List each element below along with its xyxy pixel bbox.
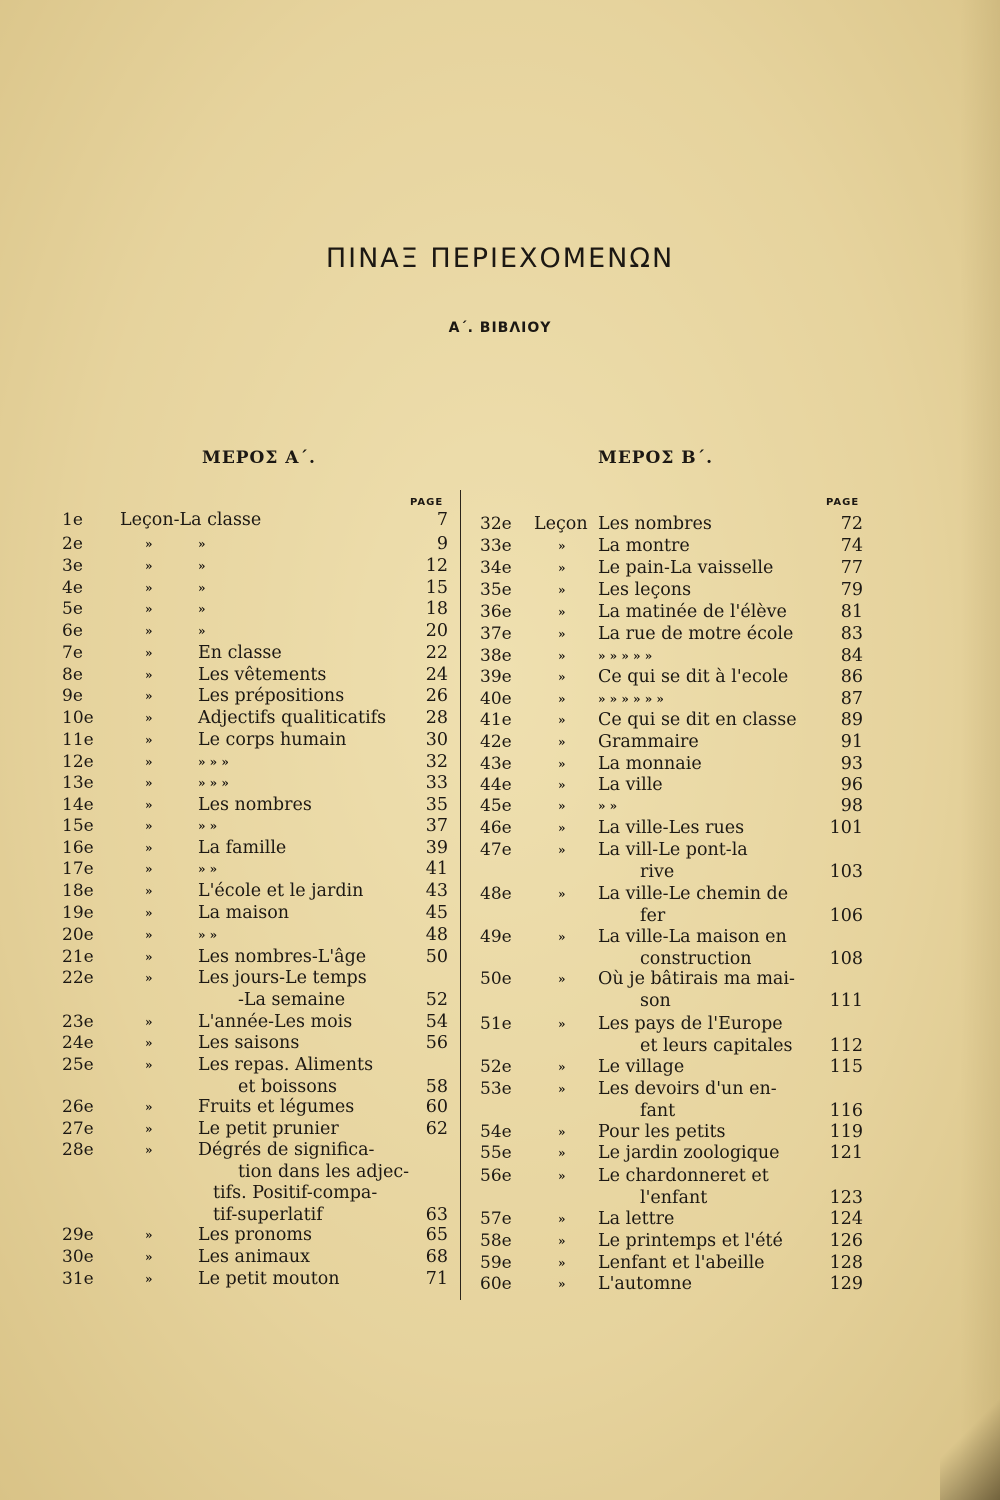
lesson-number: 55e xyxy=(480,1143,512,1163)
page-number: 26 xyxy=(425,686,448,706)
lesson-prefix: » xyxy=(145,928,153,942)
lesson-title: » » » xyxy=(198,755,229,769)
lesson-title: Les nombres-L'âge xyxy=(198,947,367,967)
lesson-number: 9e xyxy=(62,686,83,706)
lesson-prefix: » xyxy=(558,670,566,684)
lesson-title: La ville xyxy=(598,775,663,795)
lesson-title: Pour les petits xyxy=(598,1122,726,1142)
lesson-title: En classe xyxy=(198,643,282,663)
toc-entry xyxy=(0,689,1000,710)
lesson-number: 4e xyxy=(62,578,83,598)
page-title: ΠΙΝΑΞ ΠΕΡΙΕΧΟΜΕΝΩΝ xyxy=(325,243,675,274)
lesson-title: Les pays de l'Europe xyxy=(598,1014,783,1034)
lesson-prefix: » xyxy=(558,778,566,792)
toc-entry xyxy=(0,796,1000,817)
lesson-prefix: » xyxy=(145,1250,153,1264)
lesson-title-continued: et boissons xyxy=(238,1076,338,1097)
toc-entry xyxy=(0,818,1000,839)
lesson-prefix: » xyxy=(145,602,153,616)
part-a-heading: ΜΕΡΟΣ Α΄. xyxy=(202,448,316,468)
page-number: 98 xyxy=(840,796,863,816)
lesson-title: Le corps humain xyxy=(198,730,347,750)
lesson-prefix: » xyxy=(145,1058,153,1072)
page-number: 91 xyxy=(840,732,863,752)
page-number: 7 xyxy=(436,510,448,530)
lesson-prefix: » xyxy=(558,735,566,749)
lesson-number: 3e xyxy=(62,556,83,576)
lesson-number: 33e xyxy=(480,536,512,556)
lesson-number: 24e xyxy=(62,1033,94,1053)
lesson-title: La famille xyxy=(198,838,287,858)
lesson-title: » xyxy=(198,559,206,573)
lesson-title-continued: fant xyxy=(640,1100,676,1121)
page-number: 128 xyxy=(829,1253,863,1273)
page-number: 39 xyxy=(425,838,448,858)
lesson-prefix: » xyxy=(558,539,566,553)
lesson-title: » xyxy=(198,581,206,595)
lesson-title: La ville-Le chemin de xyxy=(598,884,789,904)
lesson-title-continued: -La semaine xyxy=(238,989,346,1010)
toc-entry xyxy=(0,667,1000,688)
toc-entry xyxy=(0,1122,1000,1143)
page-number: 48 xyxy=(425,925,448,945)
toc-entry xyxy=(0,624,1000,645)
lesson-number: 50e xyxy=(480,969,512,989)
page-number: 50 xyxy=(425,947,448,967)
toc-entry xyxy=(0,580,1000,601)
lesson-prefix: » xyxy=(558,1212,566,1226)
lesson-prefix: » xyxy=(145,755,153,769)
lesson-title: » » xyxy=(198,928,218,942)
toc-entry xyxy=(0,646,1000,667)
lesson-title: La montre xyxy=(598,536,690,556)
page-number: 106 xyxy=(829,905,863,926)
lesson-prefix: » xyxy=(145,1015,153,1029)
lesson-number: 5e xyxy=(62,599,83,619)
lesson-prefix: » xyxy=(558,843,566,857)
lesson-title: » » xyxy=(598,799,618,813)
page-number: 93 xyxy=(840,754,863,774)
lesson-prefix: » xyxy=(558,930,566,944)
lesson-title: Les leçons xyxy=(598,580,692,600)
lesson-number: 38e xyxy=(480,646,512,666)
lesson-prefix: » xyxy=(145,819,153,833)
page-number: 123 xyxy=(829,1187,863,1208)
lesson-number: 14e xyxy=(62,795,94,815)
lesson-prefix: » xyxy=(558,1082,566,1096)
lesson-prefix: » xyxy=(558,627,566,641)
lesson-prefix: » xyxy=(558,1125,566,1139)
lesson-title: Lenfant et l'abeille xyxy=(598,1253,765,1273)
lesson-title: Le jardin zoologique xyxy=(598,1143,780,1163)
lesson-title: L'école et le jardin xyxy=(198,881,364,901)
lesson-number: 36e xyxy=(480,602,512,622)
lesson-title: Le petit prunier xyxy=(198,1119,339,1139)
page-number: 83 xyxy=(840,624,863,644)
lesson-number: 25e xyxy=(62,1055,94,1075)
lesson-number: 6e xyxy=(62,621,83,641)
lesson-title: Le chardonneret et xyxy=(598,1166,769,1186)
lesson-number: 56e xyxy=(480,1166,512,1186)
lesson-number: 32e xyxy=(480,514,512,534)
page-number: 124 xyxy=(829,1209,863,1229)
toc-entry xyxy=(0,602,1000,623)
lesson-title: La rue de motre école xyxy=(598,624,794,644)
lesson-prefix: » xyxy=(558,713,566,727)
lesson-number: 59e xyxy=(480,1253,512,1273)
lesson-number: 22e xyxy=(62,968,94,988)
part-b-heading: ΜΕΡΟΣ Β΄. xyxy=(598,448,714,468)
lesson-prefix: » xyxy=(558,799,566,813)
lesson-prefix: » xyxy=(145,668,153,682)
page-number: 22 xyxy=(425,643,448,663)
toc-entry xyxy=(0,1253,1000,1274)
lesson-prefix: » xyxy=(145,971,153,985)
page-number: 32 xyxy=(425,752,448,772)
lesson-number: 51e xyxy=(480,1014,512,1034)
lesson-number: 19e xyxy=(62,903,94,923)
toc-entry xyxy=(0,1209,1000,1230)
lesson-prefix: » xyxy=(145,950,153,964)
lesson-number: 18e xyxy=(62,881,94,901)
lesson-title: Ce qui se dit en classe xyxy=(598,710,797,730)
lesson-prefix: » xyxy=(145,711,153,725)
lesson-prefix: » xyxy=(558,649,566,663)
lesson-number: 54e xyxy=(480,1122,512,1142)
lesson-number: 27e xyxy=(62,1119,94,1139)
lesson-title-continued: son xyxy=(640,990,671,1011)
lesson-prefix: » xyxy=(145,1143,153,1157)
lesson-number: 46e xyxy=(480,818,512,838)
toc-entry xyxy=(0,1143,1000,1164)
lesson-title-continued: l'enfant xyxy=(640,1187,708,1208)
lesson-title: La ville-Les rues xyxy=(598,818,745,838)
page-number: 115 xyxy=(829,1057,863,1077)
lesson-title: Les vêtements xyxy=(198,665,327,685)
lesson-number: 47e xyxy=(480,840,512,860)
lesson-number: 20e xyxy=(62,925,94,945)
lesson-prefix: » xyxy=(145,841,153,855)
lesson-prefix: » xyxy=(145,624,153,638)
lesson-title: Grammaire xyxy=(598,732,699,752)
toc-entry xyxy=(0,710,1000,731)
lesson-prefix: » xyxy=(558,757,566,771)
lesson-title: Les animaux xyxy=(198,1247,310,1267)
toc-entry xyxy=(0,775,1000,796)
lesson-title-continued: fer xyxy=(640,905,666,926)
lesson-title: » » » » » xyxy=(598,649,653,663)
lesson-prefix: » xyxy=(558,972,566,986)
lesson-number: 17e xyxy=(62,859,94,879)
page-number: 89 xyxy=(840,710,863,730)
lesson-title: Le pain-La vaisselle xyxy=(598,558,774,578)
lesson-prefix: » xyxy=(145,862,153,876)
lesson-prefix: » xyxy=(558,1256,566,1270)
lesson-title-continued: rive xyxy=(640,861,675,882)
lesson-title: Les nombres xyxy=(598,514,712,534)
part-b-page-label: PAGE xyxy=(826,497,860,508)
page-number: 86 xyxy=(840,667,863,687)
page-corner-shadow xyxy=(940,1390,1000,1500)
lesson-prefix: » xyxy=(145,1228,153,1242)
lesson-prefix: » xyxy=(145,1100,153,1114)
page-number: 71 xyxy=(425,1269,448,1289)
lesson-number: 23e xyxy=(62,1012,94,1032)
lesson-prefix: » xyxy=(145,1272,153,1286)
toc-entry xyxy=(0,558,1000,579)
lesson-number: 8e xyxy=(62,665,83,685)
page-number: 35 xyxy=(425,795,448,815)
lesson-title: » xyxy=(198,624,206,638)
lesson-number: 2e xyxy=(62,534,83,554)
lesson-prefix: Leçon-La classe xyxy=(120,510,262,530)
lesson-prefix: » xyxy=(145,798,153,812)
lesson-number: 35e xyxy=(480,580,512,600)
toc-entry xyxy=(0,754,1000,775)
page-number: 129 xyxy=(829,1274,863,1294)
lesson-number: 31e xyxy=(62,1269,94,1289)
lesson-title: La matinée de l'élève xyxy=(598,602,787,622)
toc-entry xyxy=(0,1274,1000,1295)
lesson-number: 58e xyxy=(480,1231,512,1251)
lesson-title: Où je bâtirais ma mai- xyxy=(598,969,795,989)
page-number: 18 xyxy=(425,599,448,619)
lesson-title: Les devoirs d'un en- xyxy=(598,1079,777,1099)
lesson-number: 11e xyxy=(62,730,94,750)
page-number: 58 xyxy=(425,1076,448,1097)
lesson-prefix: » xyxy=(145,733,153,747)
lesson-prefix: » xyxy=(558,1060,566,1074)
lesson-title: Ce qui se dit à l'ecole xyxy=(598,667,789,687)
page-number: 41 xyxy=(425,859,448,879)
page-number: 72 xyxy=(840,514,863,534)
part-a-page-label: PAGE xyxy=(410,497,444,508)
page-number: 43 xyxy=(425,881,448,901)
lesson-title: Adjectifs qualiticatifs xyxy=(198,708,387,728)
page-number: 126 xyxy=(829,1231,863,1251)
lesson-prefix: » xyxy=(558,692,566,706)
lesson-number: 45e xyxy=(480,796,512,816)
page-number: 77 xyxy=(840,558,863,578)
page-number: 63 xyxy=(425,1204,448,1225)
lesson-number: 49e xyxy=(480,927,512,947)
lesson-prefix: » xyxy=(558,887,566,901)
page-number: 74 xyxy=(840,536,863,556)
page-number: 84 xyxy=(840,646,863,666)
lesson-number: 60e xyxy=(480,1274,512,1294)
lesson-number: 34e xyxy=(480,558,512,578)
lesson-number: 26e xyxy=(62,1097,94,1117)
lesson-title: Les nombres xyxy=(198,795,312,815)
lesson-title: La monnaie xyxy=(598,754,702,774)
page-subtitle: Α΄. ΒΙΒΛΙΟΥ xyxy=(448,320,552,336)
page-number: 15 xyxy=(425,578,448,598)
lesson-prefix: » xyxy=(145,906,153,920)
lesson-title: Les pronoms xyxy=(198,1225,313,1245)
lesson-title: Fruits et légumes xyxy=(198,1097,355,1117)
lesson-prefix: » xyxy=(558,821,566,835)
lesson-number: 1e xyxy=(62,510,83,530)
lesson-number: 12e xyxy=(62,752,94,772)
page-number: 62 xyxy=(425,1119,448,1139)
lesson-prefix: » xyxy=(145,581,153,595)
toc-entry xyxy=(0,536,1000,557)
lesson-title: Les prépositions xyxy=(198,686,345,706)
page-number: 20 xyxy=(425,621,448,641)
lesson-number: 48e xyxy=(480,884,512,904)
lesson-prefix: » xyxy=(558,561,566,575)
page-number: 52 xyxy=(425,989,448,1010)
lesson-number: 37e xyxy=(480,624,512,644)
lesson-prefix: » xyxy=(558,605,566,619)
lesson-prefix: » xyxy=(145,537,153,551)
lesson-number: 52e xyxy=(480,1057,512,1077)
lesson-title: L'année-Les mois xyxy=(198,1012,353,1032)
lesson-title: » xyxy=(198,602,206,616)
lesson-number: 21e xyxy=(62,947,94,967)
page-number: 79 xyxy=(840,580,863,600)
page-number: 56 xyxy=(425,1033,448,1053)
lesson-title: » » xyxy=(198,819,218,833)
lesson-number: 41e xyxy=(480,710,512,730)
lesson-prefix: » xyxy=(145,1036,153,1050)
page-number: 87 xyxy=(840,689,863,709)
lesson-number: 10e xyxy=(62,708,94,728)
lesson-number: 7e xyxy=(62,643,83,663)
toc-entry xyxy=(0,732,1000,753)
page-number: 65 xyxy=(425,1225,448,1245)
lesson-prefix: » xyxy=(558,1017,566,1031)
lesson-title: » » » xyxy=(198,776,229,790)
lesson-title-continued: et leurs capitales xyxy=(640,1035,793,1056)
page-number: 108 xyxy=(829,948,863,969)
page-number: 60 xyxy=(425,1097,448,1117)
page-number: 12 xyxy=(425,556,448,576)
lesson-title: Dégrés de significa- xyxy=(198,1140,375,1160)
lesson-number: 13e xyxy=(62,773,94,793)
lesson-title: » » xyxy=(198,862,218,876)
lesson-title-continued: tifs. Positif-compa- xyxy=(213,1183,378,1203)
lesson-prefix: » xyxy=(145,559,153,573)
page-number: 68 xyxy=(425,1247,448,1267)
lesson-number: 15e xyxy=(62,816,94,836)
lesson-number: 42e xyxy=(480,732,512,752)
lesson-title-continued: construction xyxy=(640,948,752,969)
lesson-number: 30e xyxy=(62,1247,94,1267)
lesson-prefix: » xyxy=(558,583,566,597)
lesson-number: 16e xyxy=(62,838,94,858)
page-number: 103 xyxy=(829,861,863,882)
lesson-prefix: » xyxy=(558,1277,566,1291)
lesson-prefix: » xyxy=(145,689,153,703)
page-number: 96 xyxy=(840,775,863,795)
page-number: 24 xyxy=(425,665,448,685)
page-number: 121 xyxy=(829,1143,863,1163)
lesson-title: La ville-La maison en xyxy=(598,927,787,947)
lesson-title: Le printemps et l'été xyxy=(598,1231,783,1251)
lesson-title-continued: tif-superlatif xyxy=(213,1204,323,1225)
page-number: 30 xyxy=(425,730,448,750)
page-number: 81 xyxy=(840,602,863,622)
lesson-title: Les saisons xyxy=(198,1033,300,1053)
page-number: 119 xyxy=(829,1122,863,1142)
lesson-title: Le village xyxy=(598,1057,685,1077)
toc-entry xyxy=(0,1057,1000,1078)
page-number: 33 xyxy=(425,773,448,793)
lesson-prefix: » xyxy=(558,1146,566,1160)
lesson-number: 57e xyxy=(480,1209,512,1229)
page-number: 112 xyxy=(829,1035,863,1056)
page-number: 9 xyxy=(436,534,448,554)
lesson-title: L'automne xyxy=(598,1274,692,1294)
lesson-number: 29e xyxy=(62,1225,94,1245)
lesson-number: 28e xyxy=(62,1140,94,1160)
lesson-title-continued: tion dans les adjec- xyxy=(238,1161,410,1182)
toc-entry xyxy=(0,1231,1000,1252)
lesson-title: Le petit mouton xyxy=(198,1269,340,1289)
lesson-prefix: » xyxy=(145,1122,153,1136)
page-number: 54 xyxy=(425,1012,448,1032)
lesson-title: Les jours-Le temps xyxy=(198,968,367,988)
page-number: 111 xyxy=(829,990,863,1011)
lesson-title: La lettre xyxy=(598,1209,675,1229)
lesson-prefix: » xyxy=(145,884,153,898)
lesson-number: 39e xyxy=(480,667,512,687)
page-number: 101 xyxy=(829,818,863,838)
page-number: 28 xyxy=(425,708,448,728)
lesson-title: Les repas. Aliments xyxy=(198,1055,374,1075)
lesson-number: 43e xyxy=(480,754,512,774)
lesson-prefix: » xyxy=(145,776,153,790)
page-number: 116 xyxy=(829,1100,863,1121)
lesson-prefix: » xyxy=(145,646,153,660)
lesson-prefix: Leçon xyxy=(534,514,588,534)
lesson-title: » xyxy=(198,537,206,551)
lesson-title: La maison xyxy=(198,903,290,923)
lesson-title: » » » » » » xyxy=(598,692,664,706)
lesson-prefix: » xyxy=(558,1169,566,1183)
lesson-number: 44e xyxy=(480,775,512,795)
toc-entry xyxy=(0,514,1000,535)
lesson-title: La vill-Le pont-la xyxy=(598,840,748,860)
page-number: 45 xyxy=(425,903,448,923)
lesson-number: 40e xyxy=(480,689,512,709)
lesson-prefix: » xyxy=(558,1234,566,1248)
lesson-number: 53e xyxy=(480,1079,512,1099)
page-number: 37 xyxy=(425,816,448,836)
